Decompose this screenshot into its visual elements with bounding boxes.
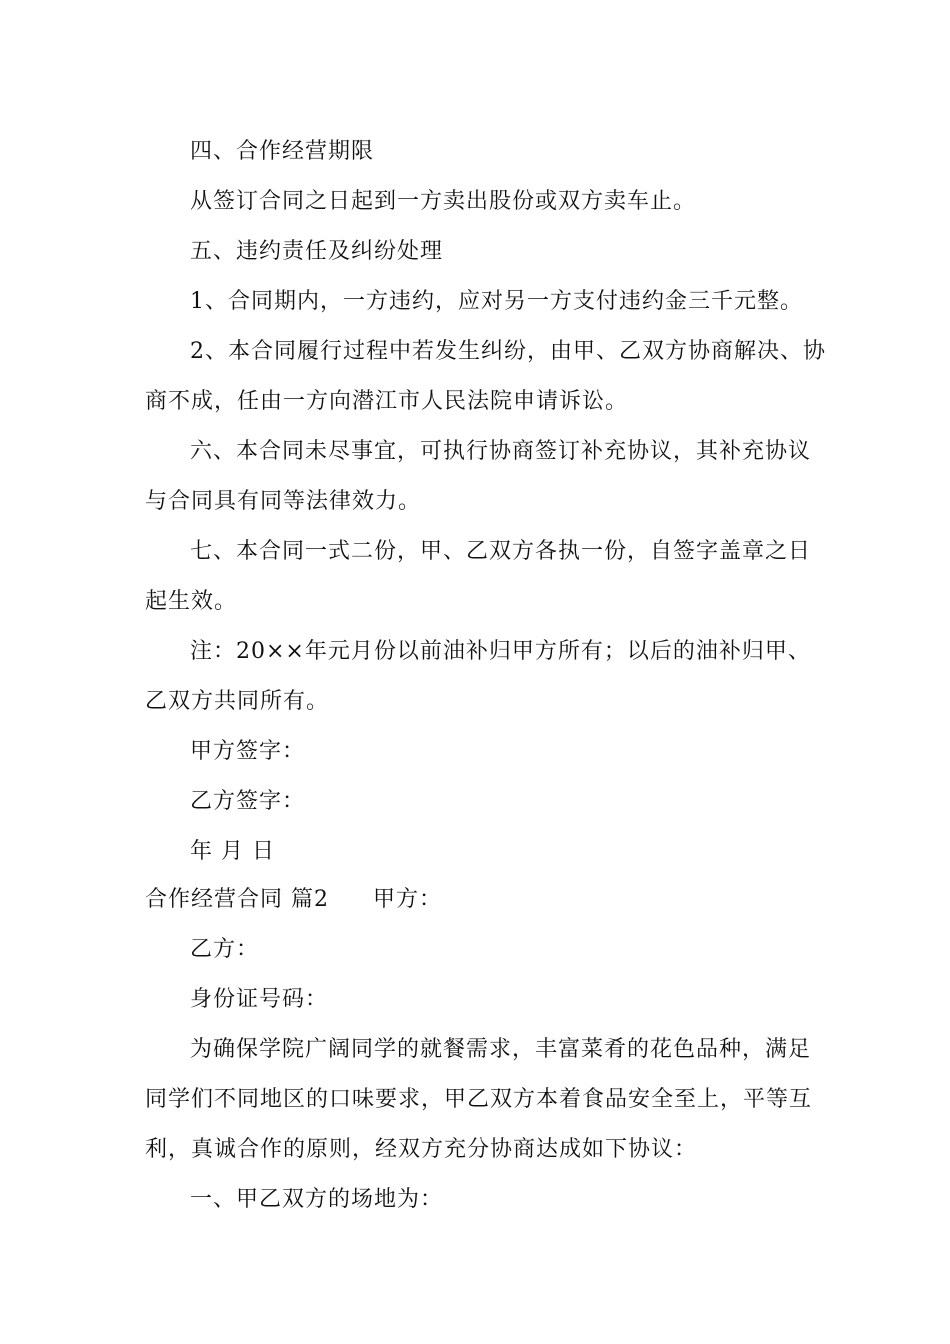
paragraph-line: 商不成，任由一方向潜江市人民法院申请诉讼。 <box>145 389 629 414</box>
section-heading-term: 四、合作经营期限 <box>190 139 375 164</box>
paragraph-line: 为确保学院广阔同学的就餐需求，丰富菜肴的花色品种，满足 <box>190 1037 812 1062</box>
paragraph-line: 与合同具有同等法律效力。 <box>145 489 422 514</box>
paragraph-line: 2、本合同履行过程中若发生纠纷，由甲、乙双方协商解决、协 <box>190 339 826 364</box>
section-heading-liability: 五、违约责任及纠纷处理 <box>190 239 444 264</box>
party-b-signature: 乙方签字： <box>190 789 306 814</box>
note-line: 乙双方共同所有。 <box>145 689 330 714</box>
paragraph-line: 1、合同期内，一方违约，应对另一方支付违约金三千元整。 <box>190 289 803 314</box>
paragraph-line: 起生效。 <box>145 589 238 614</box>
date-line: 年 月 日 <box>190 839 275 864</box>
section2-title: 合作经营合同 篇2 <box>145 887 329 912</box>
party-a-signature: 甲方签字： <box>190 739 306 764</box>
party-b-label: 乙方： <box>190 937 260 962</box>
note-line: 注：20××年元月份以前油补归甲方所有；以后的油补归甲、 <box>190 639 811 664</box>
section-heading-venue: 一、甲乙双方的场地为： <box>190 1187 444 1212</box>
paragraph-line: 七、本合同一式二份，甲、乙双方各执一份，自签字盖章之日 <box>190 539 812 564</box>
section2-title-line <box>145 885 442 915</box>
paragraph-line: 六、本合同未尽事宜，可执行协商签订补充协议，其补充协议 <box>190 439 812 464</box>
paragraph-line: 从签订合同之日起到一方卖出股份或双方卖车止。 <box>190 189 697 214</box>
paragraph-line: 利，真诚合作的原则，经双方充分协商达成如下协议： <box>145 1137 698 1162</box>
section2-party-a: 甲方： <box>373 887 443 912</box>
paragraph-line: 同学们不同地区的口味要求，甲乙双方本着食品安全至上，平等互 <box>145 1087 813 1112</box>
id-number-label: 身份证号码： <box>190 987 329 1012</box>
